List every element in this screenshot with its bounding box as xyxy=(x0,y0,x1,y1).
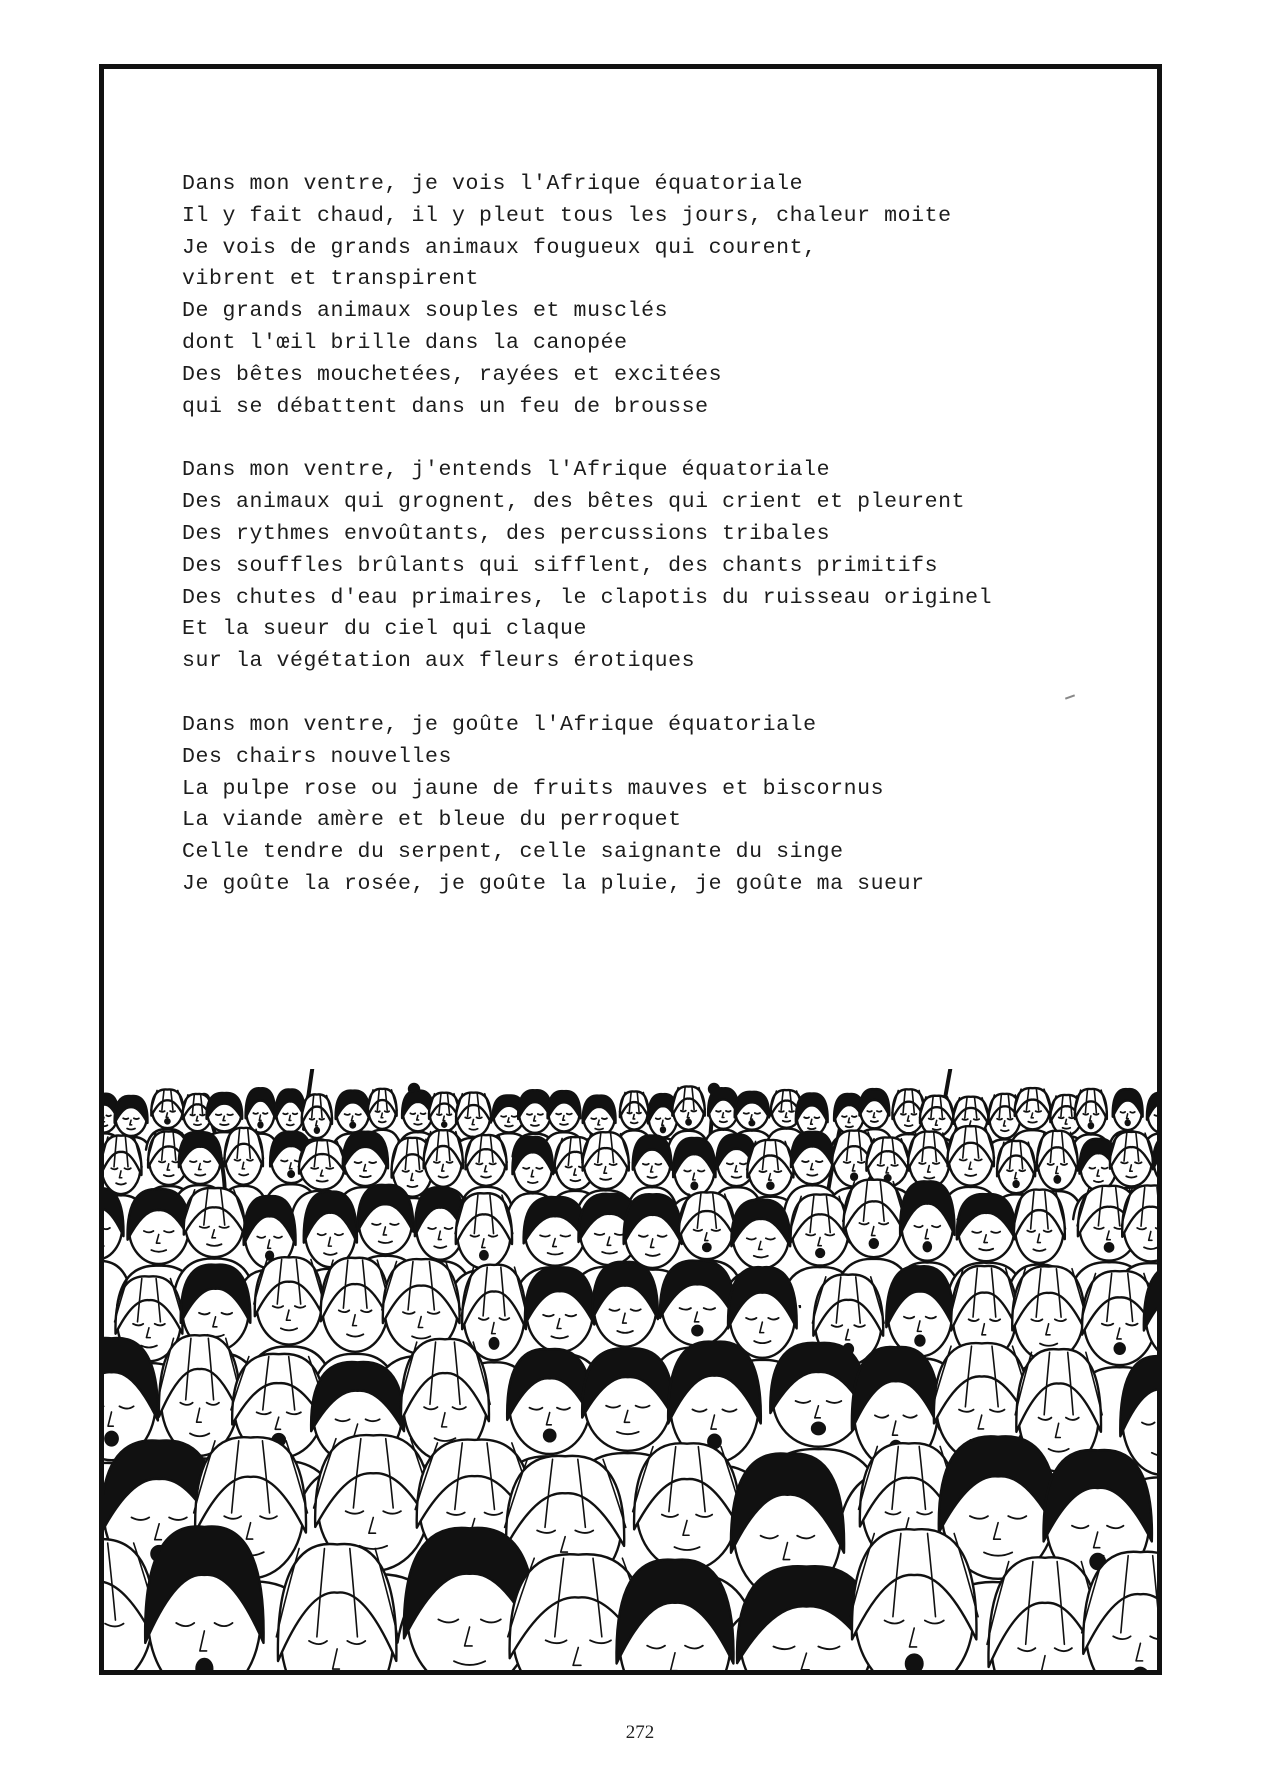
poem-line: Je goûte la rosée, je goûte la pluie, je goûte ma sueur xyxy=(182,871,925,896)
poem-line: Des chutes d'eau primaires, le clapotis du ruisseau originel xyxy=(182,585,993,610)
poem-line: La pulpe rose ou jaune de fruits mauves et biscornus xyxy=(182,776,885,801)
poem-text xyxy=(182,169,1142,933)
poem-line: Dans mon ventre, je vois l'Afrique équatoriale xyxy=(182,172,804,196)
stanza-2 xyxy=(182,455,1142,678)
poem-line: Celle tendre du serpent, celle saignante du singe xyxy=(182,840,844,865)
poem-line: Dans mon ventre, je goûte l'Afrique équatoriale xyxy=(182,712,817,737)
poem-line: De grands animaux souples et musclés xyxy=(182,299,669,324)
poem-line: Il y fait chaud, il y pleut tous les jours, chaleur moite xyxy=(182,203,952,228)
poem-line: Des rythmes envoûtants, des percussions tribales xyxy=(182,521,831,546)
page-number: 272 xyxy=(625,1722,655,1743)
poem-line: Des bêtes mouchetées, rayées et excitées xyxy=(182,362,723,387)
crowd-faces xyxy=(104,1069,1157,1670)
poem-line: dont l'œil brille dans la canopée xyxy=(182,330,628,355)
comic-panel xyxy=(99,64,1162,1675)
poem-line: Je vois de grands animaux fougueux qui courent, xyxy=(182,235,817,260)
poem-line: Des souffles brûlants qui sifflent, des chants primitifs xyxy=(182,553,939,578)
poem-line: Des animaux qui grognent, des bêtes qui crient et pleurent xyxy=(182,490,966,515)
poem-line: sur la végétation aux fleurs érotiques xyxy=(182,649,696,674)
poem-line: qui se débattent dans un feu de brousse xyxy=(182,394,709,419)
poem-line: vibrent et transpirent xyxy=(182,267,480,292)
stanza-1 xyxy=(182,169,1142,423)
poem-line: Et la sueur du ciel qui claque xyxy=(182,617,588,642)
crowd-illustration xyxy=(104,1069,1157,1670)
poem-line: Des chairs nouvelles xyxy=(182,744,453,769)
poem-line: La viande amère et bleue du perroquet xyxy=(182,808,682,833)
stanza-3 xyxy=(182,710,1142,901)
poem-line: Dans mon ventre, j'entends l'Afrique équatoriale xyxy=(182,458,831,483)
